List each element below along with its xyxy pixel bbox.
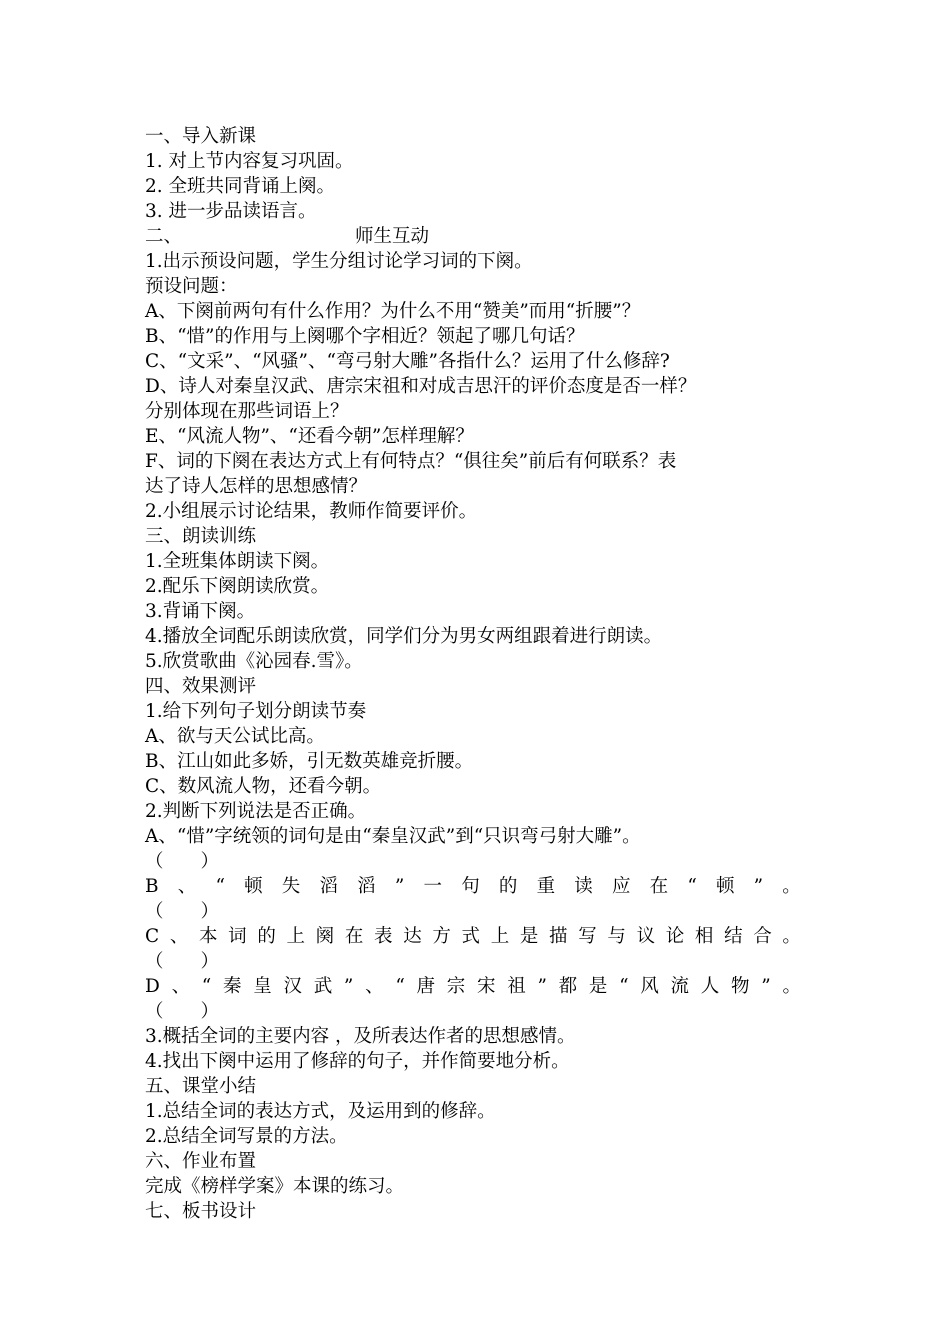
text-line: 一、导入新课 (145, 126, 257, 147)
section-number: 二、 (145, 226, 183, 247)
answer-parentheses: （ ） (145, 1001, 220, 1022)
judgement-item: B 、 “ 顿 失 滔 滔 ” 一 句 的 重 读 应 在 “ 顿 ” 。 (145, 876, 801, 897)
text-line: B、江山如此多娇，引无数英雄竞折腰。 (145, 751, 474, 772)
text-line: 三、朗读训练 (145, 526, 257, 547)
text-line: B、“惜”的作用与上阕哪个字相近？领起了哪几句话？ (145, 326, 585, 347)
text-line: 六、作业布置 (145, 1151, 257, 1172)
text-line: 完成《榜样学案》本课的练习。 (145, 1176, 405, 1197)
text-line: 2. 全班共同背诵上阕。 (145, 176, 336, 197)
text-line: 1. 对上节内容复习巩固。 (145, 151, 354, 172)
text-line: 1.出示预设问题，学生分组讨论学习词的下阕。 (145, 251, 533, 272)
text-line: 3.概括全词的主要内容 ，及所表达作者的思想感情。 (145, 1026, 576, 1047)
text-line: 五、课堂小结 (145, 1076, 257, 1097)
text-line: 4.播放全词配乐朗读欣赏，同学们分为男女两组跟着进行朗读。 (145, 626, 663, 647)
text-line: 3. 进一步品读语言。 (145, 201, 317, 222)
text-line: A、欲与天公试比高。 (145, 726, 325, 747)
text-line: 1.给下列句子划分朗读节奏 (145, 701, 367, 722)
text-line: 预设问题： (145, 276, 238, 297)
text-line: 5.欣赏歌曲《沁园春.雪》。 (145, 651, 363, 672)
text-line: 3.背诵下阕。 (145, 601, 256, 622)
text-line: 2.判断下列说法是否正确。 (145, 801, 367, 822)
text-line: 达了诗人怎样的思想感情？ (145, 476, 368, 497)
section-title: 师生互动 (355, 226, 430, 247)
text-line: F、词的下阕在表达方式上有何特点？“俱往矣”前后有何联系？表 (145, 451, 677, 472)
document-body (145, 124, 815, 1224)
text-line: 四、效果测评 (145, 676, 257, 697)
text-line: 2.总结全词写景的方法。 (145, 1126, 348, 1147)
text-line: C、数风流人物，还看今朝。 (145, 776, 382, 797)
text-line: D、诗人对秦皇汉武、唐宗宋祖和对成吉思汗的评价态度是否一样？ (145, 376, 697, 397)
text-line: 4.找出下阕中运用了修辞的句子，并作简要地分析。 (145, 1051, 570, 1072)
text-line: 分别体现在那些词语上？ (145, 401, 349, 422)
text-line: A、下阕前两句有什么作用？为什么不用“赞美”而用“折腰”？ (145, 301, 641, 322)
section-heading (145, 224, 815, 249)
answer-parentheses: （ ） (145, 901, 220, 922)
answer-parentheses: （ ） (145, 951, 220, 972)
text-line: C、“文采”、“风骚”、“弯弓射大雕”各指什么？运用了什么修辞? (145, 351, 670, 372)
text-line: 七、板书设计 (145, 1201, 257, 1222)
text-line: 2.小组展示讨论结果，教师作简要评价。 (145, 501, 478, 522)
judgement-item: C 、 本 词 的 上 阕 在 表 达 方 式 上 是 描 写 与 议 论 相 结 合 。 (145, 926, 801, 947)
text-line: E、“风流人物”、“还看今朝”怎样理解？ (145, 426, 474, 447)
judgement-item: D 、 “ 秦 皇 汉 武 ” 、 “ 唐 宗 宋 祖 ” 都 是 “ 风 流 人 物 ” 。 (145, 976, 801, 997)
text-line: A、“惜”字统领的词句是由“秦皇汉武”到“只识弯弓射大雕”。 (145, 826, 641, 847)
text-line: （ ） (145, 851, 220, 872)
text-line: 1.总结全词的表达方式，及运用到的修辞。 (145, 1101, 496, 1122)
text-line: 1.全班集体朗读下阕。 (145, 551, 330, 572)
text-line: 2.配乐下阕朗读欣赏。 (145, 576, 330, 597)
